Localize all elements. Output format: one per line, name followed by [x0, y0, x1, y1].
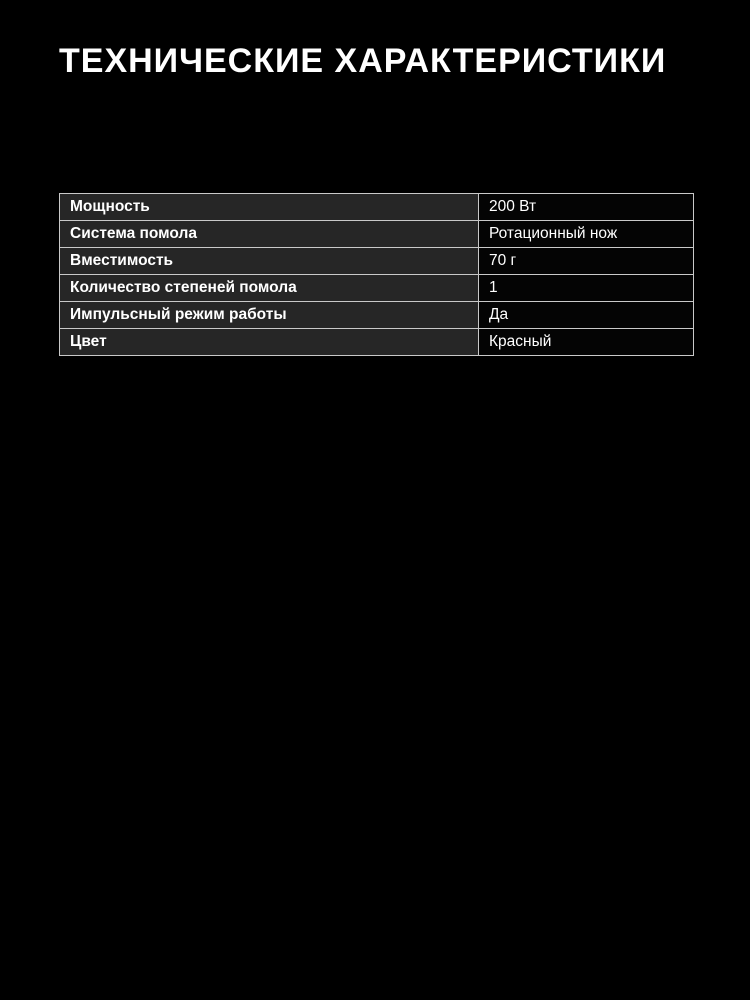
spec-value: 70 г [479, 248, 694, 275]
spec-label: Цвет [60, 329, 479, 356]
spec-row [60, 221, 694, 248]
spec-label: Система помола [60, 221, 479, 248]
spec-label: Вместимость [60, 248, 479, 275]
spec-row [60, 194, 694, 221]
spec-table-body [60, 194, 694, 356]
spec-table [59, 193, 694, 356]
spec-value: 200 Вт [479, 194, 694, 221]
page-title: ТЕХНИЧЕСКИЕ ХАРАКТЕРИСТИКИ [59, 42, 667, 80]
spec-value: Да [479, 302, 694, 329]
spec-label: Мощность [60, 194, 479, 221]
spec-label: Количество степеней помола [60, 275, 479, 302]
spec-row [60, 275, 694, 302]
spec-value: Ротационный нож [479, 221, 694, 248]
spec-value: 1 [479, 275, 694, 302]
spec-value: Красный [479, 329, 694, 356]
spec-row [60, 248, 694, 275]
spec-row [60, 302, 694, 329]
spec-row [60, 329, 694, 356]
spec-label: Импульсный режим работы [60, 302, 479, 329]
